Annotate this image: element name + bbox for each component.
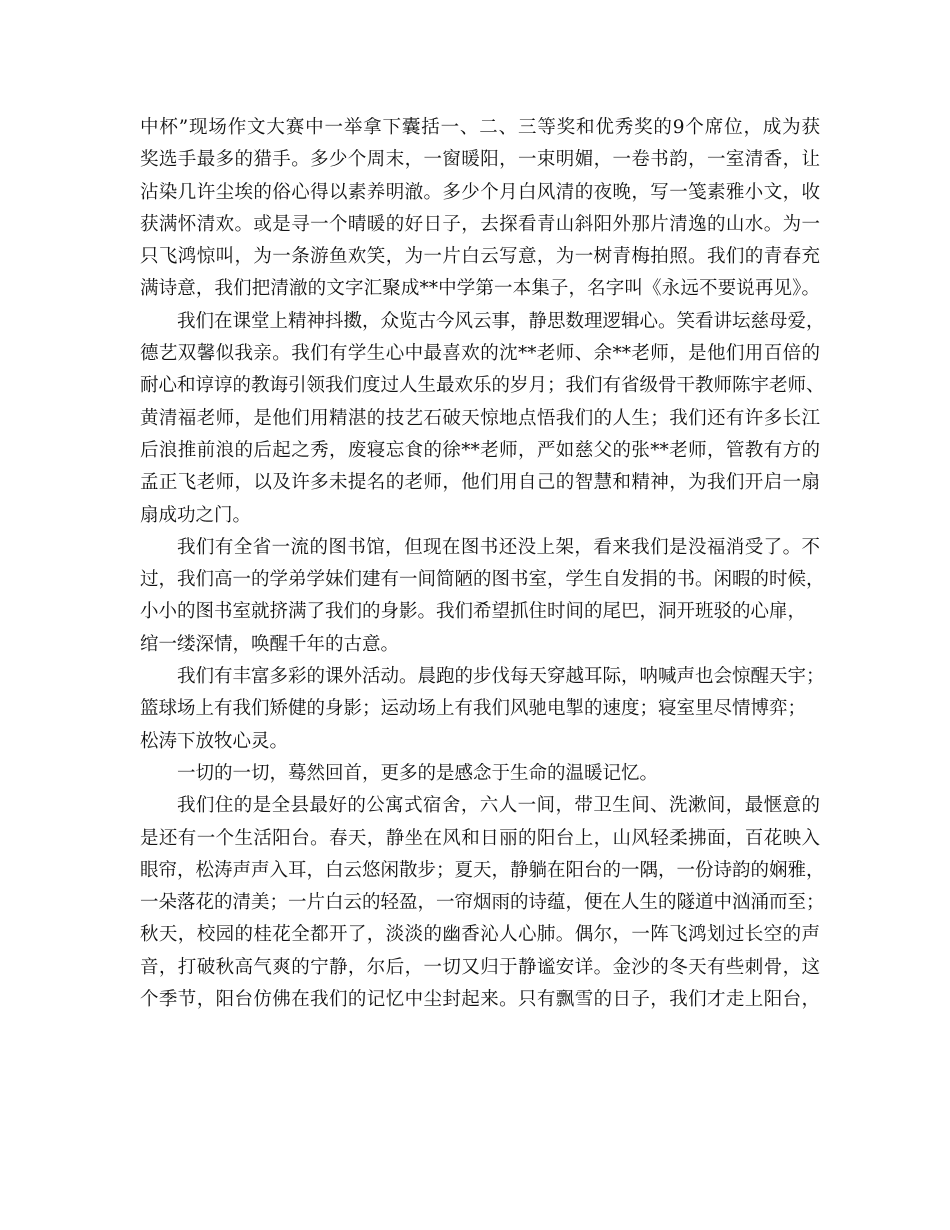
text-line: 过，我们高一的学弟学妹们建有一间简陋的图书室，学生自发捐的书。闲暇的时候，	[140, 569, 825, 591]
text-line: 篮球场上有我们矫健的身影；运动场上有我们风驰电掣的速度；寝室里尽情博弈；	[140, 698, 807, 720]
text-line: 后浪推前浪的后起之秀，废寝忘食的徐**老师，严如慈父的张**老师，管教有方的	[140, 439, 820, 461]
text-line: 小小的图书室就挤满了我们的身影。我们希望抓住时间的尾巴，洞开班驳的心扉，	[140, 601, 807, 623]
text-line: 满诗意，我们把清澈的文字汇聚成**中学第一本集子，名字叫《永远不要说再见》。	[140, 278, 820, 300]
text-line: 个季节，阳台仿佛在我们的记忆中尘封起来。只有飘雪的日子，我们才走上阳台，	[140, 989, 820, 1011]
text-line: 奖选手最多的猎手。多少个周末，一窗暖阳，一束明媚，一卷书韵，一室清香，让	[140, 149, 820, 171]
text-line: 我们有全省一流的图书馆，但现在图书还没上架，看来我们是没福消受了。不	[177, 536, 820, 558]
text-line: 我们在课堂上精神抖擞，众览古今风云事，静思数理逻辑心。笑看讲坛慈母爱，	[177, 310, 825, 332]
text-line: 松涛下放牧心灵。	[140, 730, 289, 752]
text-line: 秋天，校园的桂花全都开了，淡淡的幽香沁人心肺。偶尔，一阵飞鸿划过长空的声	[140, 924, 820, 946]
text-line: 一朵落花的清美；一片白云的轻盈，一帘烟雨的诗蕴，便在人生的隧道中汹涌而至；	[140, 892, 825, 914]
text-line: 我们住的是全县最好的公寓式宿舍，六人一间，带卫生间、洗漱间，最惬意的	[177, 795, 820, 817]
text-line: 黄清福老师，是他们用精湛的技艺石破天惊地点悟我们的人生；我们还有许多长江	[140, 407, 820, 429]
text-line: 沾染几许尘埃的俗心得以素养明澈。多少个月白风清的夜晚，写一笺素雅小文，收	[140, 181, 820, 203]
text-line: 是还有一个生活阳台。春天，静坐在风和日丽的阳台上，山风轻柔拂面，百花映入	[140, 827, 820, 849]
text-line: 绾一缕深情，唤醒千年的古意。	[140, 633, 400, 655]
text-line: 扇成功之门。	[140, 504, 252, 526]
text-line: 耐心和谆谆的教诲引领我们度过人生最欢乐的岁月；我们有省级骨干教师陈宇老师、	[140, 375, 825, 397]
text-line: 眼帘，松涛声声入耳，白云悠闲散步；夏天，静躺在阳台的一隅，一份诗韵的娴雅，	[140, 859, 825, 881]
text-line: 一切的一切，蓦然回首，更多的是感念于生命的温暖记忆。	[177, 762, 659, 784]
text-line: 获满怀清欢。或是寻一个晴暖的好日子，去探看青山斜阳外那片清逸的山水。为一	[140, 213, 820, 235]
text-line: 德艺双馨似我亲。我们有学生心中最喜欢的沈**老师、余**老师，是他们用百倍的	[140, 343, 820, 365]
document-body	[140, 112, 825, 1016]
text-line: 孟正飞老师，以及许多未提名的老师，他们用自己的智慧和精神，为我们开启一扇	[140, 472, 820, 494]
text-line: 中杯”现场作文大赛中一举拿下囊括一、二、三等奖和优秀奖的9个席位，成为获	[140, 117, 820, 138]
text-line: 我们有丰富多彩的课外活动。晨跑的步伐每天穿越耳际，呐喊声也会惊醒天宇；	[177, 666, 825, 688]
text-line: 音，打破秋高气爽的宁静，尔后，一切又归于静谧安详。金沙的冬天有些刺骨，这	[140, 956, 820, 978]
text-line: 只飞鸿惊叫，为一条游鱼欢笑，为一片白云写意，为一树青梅拍照。我们的青春充	[140, 246, 820, 268]
